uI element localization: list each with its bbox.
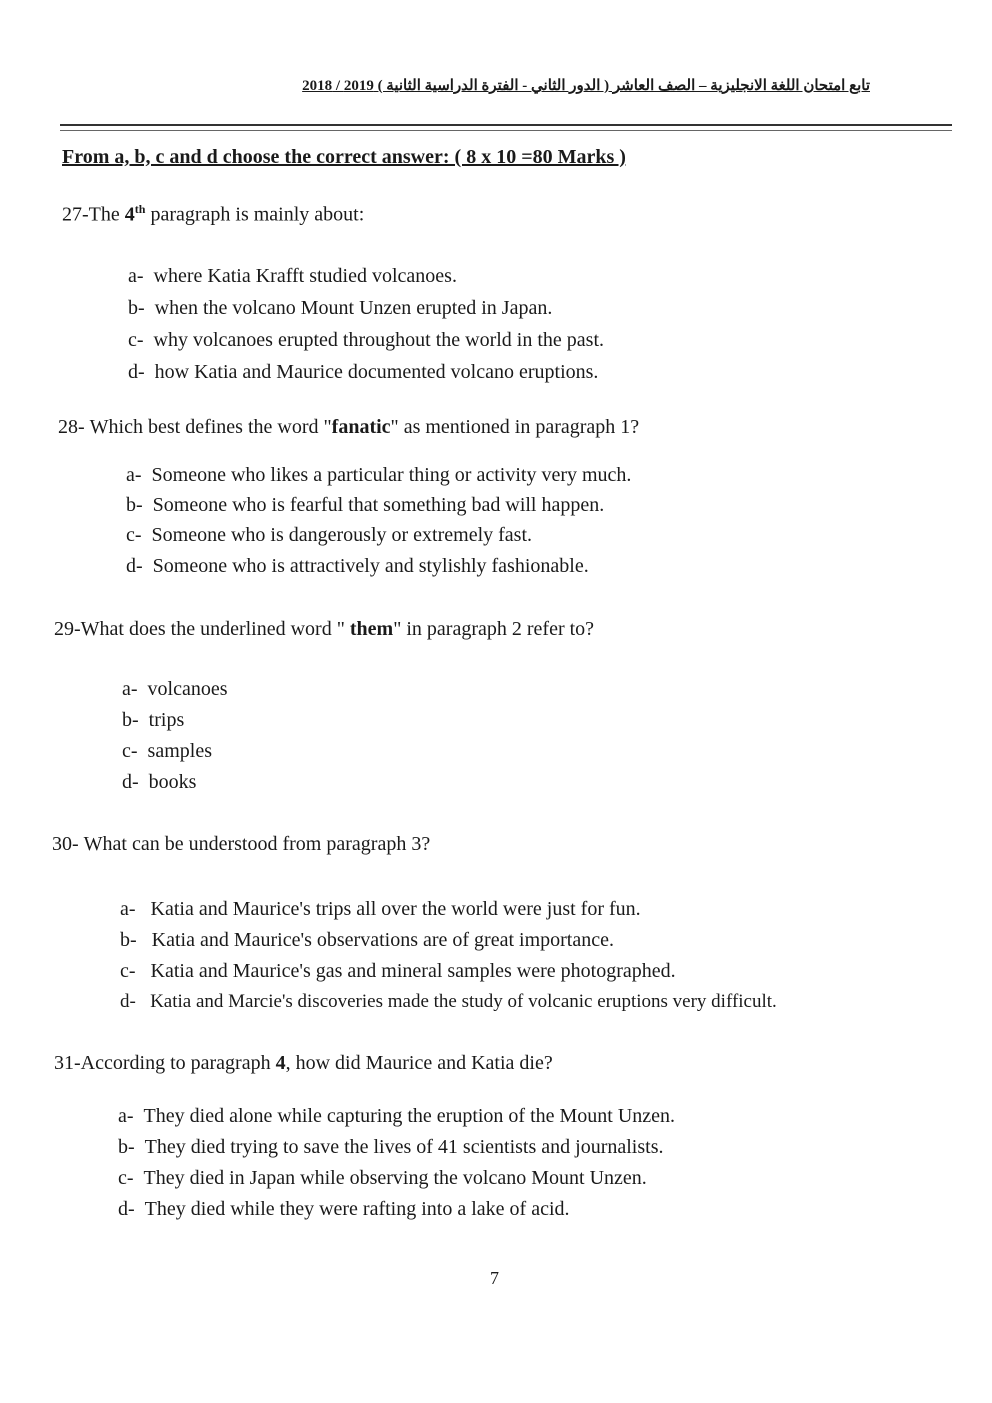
option-text: Someone who is fearful that something bad will happen.	[152, 494, 605, 516]
option-text: how Katia and Maurice documented volcano eruptions.	[154, 361, 599, 383]
question-text: paragraph is mainly about:	[145, 203, 365, 226]
question-28	[58, 416, 639, 439]
question-emphasis: 4	[275, 1052, 286, 1074]
header-rule-secondary	[60, 130, 952, 131]
option-letter: c-	[126, 524, 142, 546]
question-number: 27-	[62, 203, 89, 226]
option-letter: d-	[128, 361, 145, 383]
option-30-d[interactable]	[120, 991, 777, 1013]
option-letter: b-	[120, 929, 137, 951]
option-letter: c-	[128, 329, 144, 351]
option-text: They died while they were rafting into a lake of acid.	[144, 1198, 570, 1220]
question-number: 28-	[58, 416, 85, 438]
option-29-d[interactable]	[122, 771, 196, 794]
option-27-d[interactable]	[128, 361, 598, 384]
header-rule	[60, 124, 952, 126]
option-27-a[interactable]	[128, 265, 457, 288]
option-letter: b-	[118, 1136, 135, 1158]
option-text: why volcanoes erupted throughout the world in the past.	[153, 329, 605, 351]
option-text: Katia and Maurice's gas and mineral samples were photographed.	[150, 960, 676, 982]
option-text: Someone who is attractively and stylishly fashionable.	[152, 555, 589, 577]
option-letter: a-	[118, 1105, 134, 1127]
option-text: books	[148, 771, 197, 793]
option-31-d[interactable]	[118, 1198, 570, 1221]
question-text: What can be understood from paragraph 3?	[83, 833, 431, 855]
option-letter: b-	[128, 297, 145, 319]
option-letter: b-	[126, 494, 143, 516]
option-29-b[interactable]	[122, 709, 184, 732]
question-emphasis: 4	[124, 203, 135, 226]
question-31	[54, 1052, 553, 1075]
question-text: According to paragraph	[80, 1052, 276, 1074]
question-number: 30-	[52, 833, 79, 855]
option-text: They died trying to save the lives of 41 scientists and journalists.	[144, 1136, 664, 1158]
option-27-b[interactable]	[128, 297, 552, 320]
option-29-c[interactable]	[122, 740, 212, 763]
option-letter: a-	[128, 265, 144, 287]
option-text: They died in Japan while observing the volcano Mount Unzen.	[143, 1167, 647, 1189]
option-letter: a-	[126, 464, 142, 486]
option-text: Someone who likes a particular thing or activity very much.	[151, 464, 632, 486]
option-text: when the volcano Mount Unzen erupted in Japan.	[154, 297, 553, 319]
option-text: volcanoes	[147, 678, 228, 700]
option-text: Someone who is dangerously or extremely fast.	[151, 524, 533, 546]
question-number: 29-	[54, 618, 81, 640]
option-letter: d-	[122, 771, 139, 793]
question-text: Which best defines the word "	[89, 416, 332, 438]
option-text: Katia and Marcie's discoveries made the study of volcanic eruptions very difficult.	[150, 991, 777, 1012]
option-letter: d-	[120, 991, 136, 1012]
option-31-a[interactable]	[118, 1105, 675, 1128]
question-text: " as mentioned in paragraph 1?	[390, 416, 640, 438]
option-text: where Katia Krafft studied volcanoes.	[153, 265, 457, 287]
option-letter: a-	[120, 898, 136, 920]
option-text: They died alone while capturing the eruption of the Mount Unzen.	[143, 1105, 676, 1127]
option-letter: d-	[126, 555, 143, 577]
option-text: Katia and Maurice's observations are of great importance.	[151, 929, 614, 951]
option-29-a[interactable]	[122, 678, 228, 701]
option-30-a[interactable]	[120, 898, 641, 921]
exam-header: تابع امتحان اللغة الانجليزية – الصف العاشر ( الدور الثاني - الفترة الدراسية الثانية ) 2019 / 2018	[302, 78, 870, 94]
option-letter: a-	[122, 678, 138, 700]
option-28-c[interactable]	[126, 524, 532, 547]
question-29	[54, 618, 594, 641]
option-letter: c-	[118, 1167, 134, 1189]
question-27	[62, 202, 364, 227]
option-31-b[interactable]	[118, 1136, 663, 1159]
option-text: trips	[148, 709, 185, 731]
page-number: 7	[490, 1268, 499, 1288]
option-text: samples	[147, 740, 212, 762]
option-28-a[interactable]	[126, 464, 631, 487]
option-letter: d-	[118, 1198, 135, 1220]
question-text: " in paragraph 2 refer to?	[393, 618, 595, 640]
option-letter: c-	[122, 740, 138, 762]
question-number: 31-	[54, 1052, 81, 1074]
question-text: , how did Maurice and Katia die?	[285, 1052, 553, 1074]
question-text: What does the underlined word "	[80, 618, 350, 640]
option-31-c[interactable]	[118, 1167, 647, 1190]
option-letter: c-	[120, 960, 136, 982]
option-28-b[interactable]	[126, 494, 604, 517]
question-text: The	[88, 203, 125, 226]
question-30	[52, 833, 430, 856]
option-30-b[interactable]	[120, 929, 614, 952]
option-text: Katia and Maurice's trips all over the world were just for fun.	[150, 898, 641, 920]
instructions-heading: From a, b, c and d choose the correct answer: ( 8 x 10 =80 Marks )	[62, 146, 626, 168]
question-emphasis: fanatic	[331, 416, 391, 438]
question-superscript: th	[134, 202, 146, 216]
option-28-d[interactable]	[126, 555, 589, 578]
option-30-c[interactable]	[120, 960, 676, 983]
option-letter: b-	[122, 709, 139, 731]
option-27-c[interactable]	[128, 329, 604, 352]
question-emphasis: them	[349, 618, 394, 640]
